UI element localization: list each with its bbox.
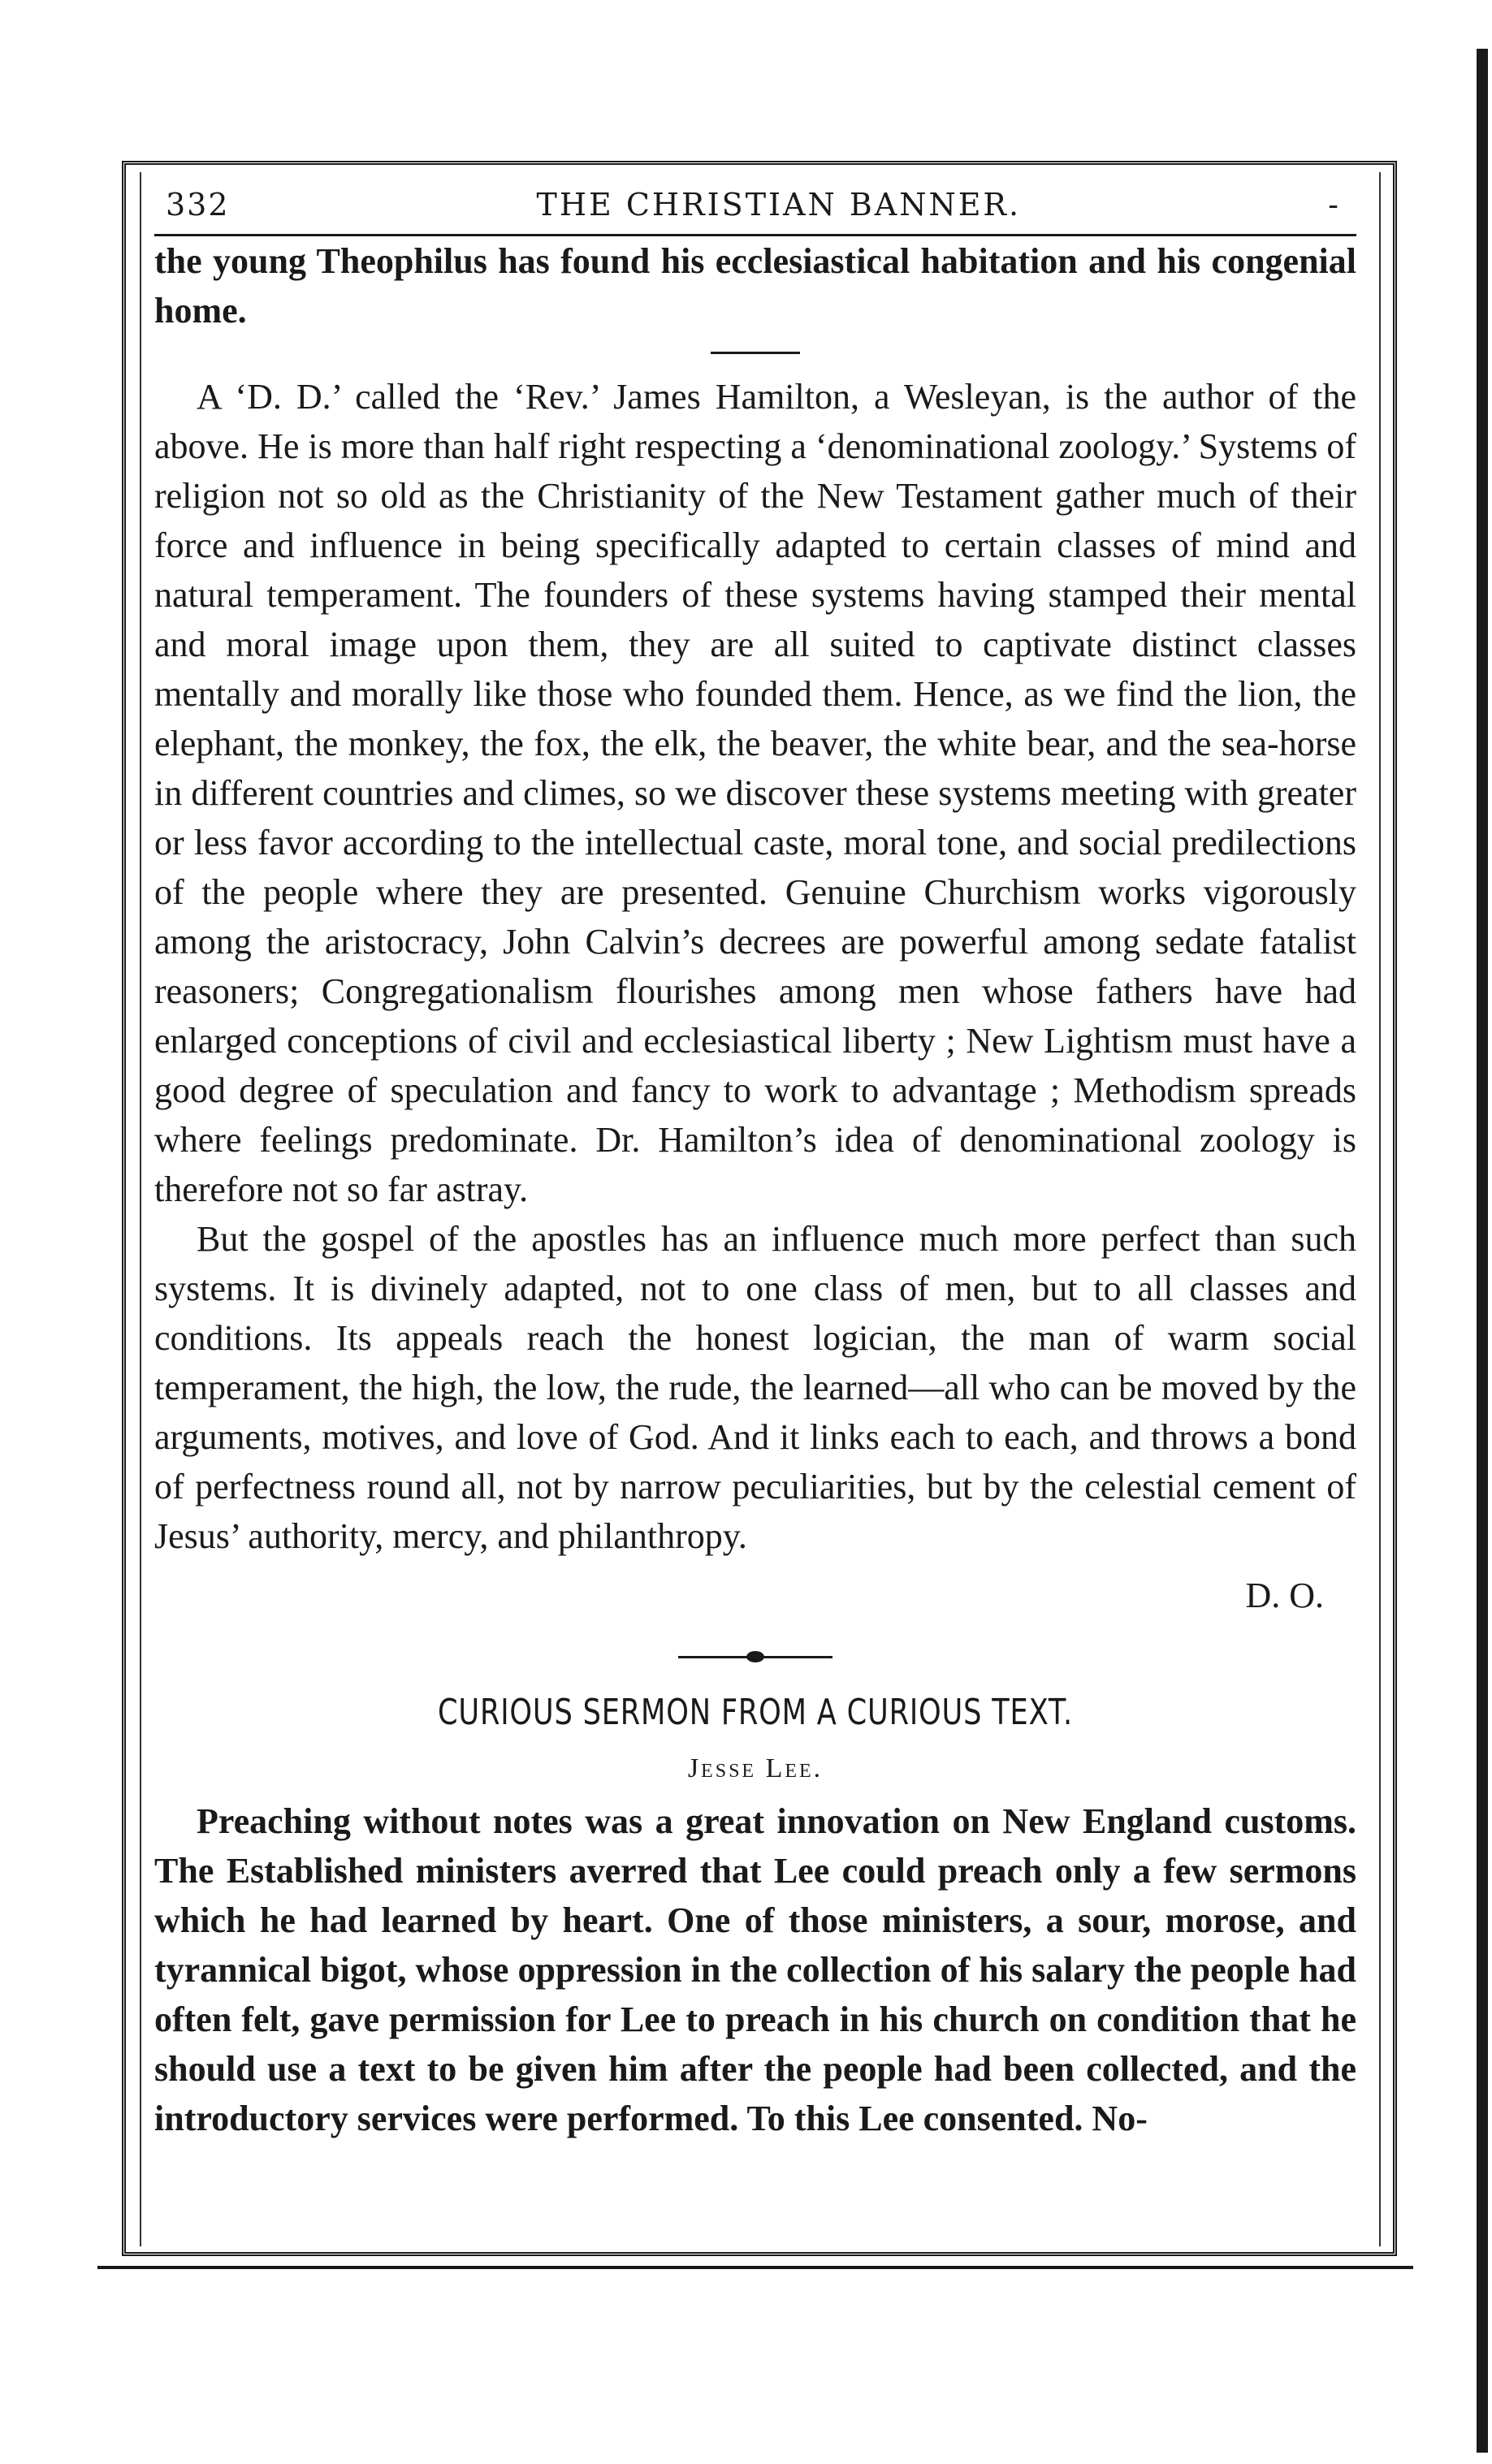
- body-paragraph: A ‘D. D.’ called the ‘Rev.’ James Hamilton, a Wesleyan, is the author of the above. He is more than half right respecting a ‘denominational zoology.’ Systems of religion not so old as the Christianity of the New Testament gather much of their force and influence in being specifically adapted to certain classes of mind and natural temperament. The founders of these systems having stamped their mental and moral image upon them, they are all suited to captivate distinct classes mentally and morally like those who founded them. Hence, as we find the lion, the elephant, the monkey, the fox, the elk, the beaver, the white bear, and the sea-horse in different countries and climes, so we discover these systems meeting with greater or less favor according to the intellectual caste, moral tone, and social predilections of the people where they are presented. Genuine Churchism works vigorously among the aristocracy, John Calvin’s decrees are powerful among sedate fatalist reasoners; Congregationalism flourishes among men whose fathers have had enlarged conceptions of civil and ecclesiastical liberty ; New Lightism must have a good degree of speculation and fancy to work to advantage ; Methodism spreads where feelings predominate. Dr. Hamilton’s idea of denominational zoology is therefore not so far astray.: [154, 377, 1356, 1209]
- journal-title: THE CHRISTIAN BANNER.: [536, 187, 1022, 223]
- page-content: [154, 180, 1356, 2143]
- continuation-paragraph: the young Theophilus has found his ecclesiastical habitation and his congenial home.: [154, 241, 1356, 331]
- article-hamilton: [154, 236, 1356, 1620]
- article-byline: Jesse Lee.: [687, 1753, 824, 1783]
- author-signature: D. O.: [1245, 1576, 1324, 1615]
- section-divider: [711, 352, 800, 354]
- page-edge: [1477, 49, 1488, 2453]
- running-head: [154, 180, 1356, 236]
- page-number: 332: [166, 187, 230, 223]
- ornament-divider: [678, 1656, 832, 1658]
- article-title: CURIOUS SERMON FROM A CURIOUS TEXT.: [438, 1692, 1073, 1733]
- article-curious-sermon: [154, 1688, 1356, 2143]
- body-paragraph: But the gospel of the apostles has an influence much more perfect than such systems. It is divinely adapted, not to one class of men, but to all classes and conditions. Its appeals reach the honest logician, the man of warm social temperament, the high, the low, the rude, the learned—all who can be moved by the arguments, motives, and love of God. And it links each to each, and throws a bond of perfectness round all, not by narrow peculiarities, but by the celestial cement of Jesus’ authority, mercy, and philanthropy.: [154, 1219, 1356, 1556]
- running-head-mark: -: [1328, 187, 1340, 223]
- bottom-rule: [97, 2266, 1413, 2269]
- body-paragraph: Preaching without notes was a great innovation on New England customs. The Established ministers averred that Lee could preach only a few sermons which he had learned by heart. One of those ministers, a sour, morose, and tyrannical bigot, whose oppression in the collection of his salary the people had often felt, gave permission for Lee to preach in his church on condition that he should use a text to be given him after the people had been collected, and the introductory services were performed. To this Lee consented. No-: [154, 1801, 1356, 2138]
